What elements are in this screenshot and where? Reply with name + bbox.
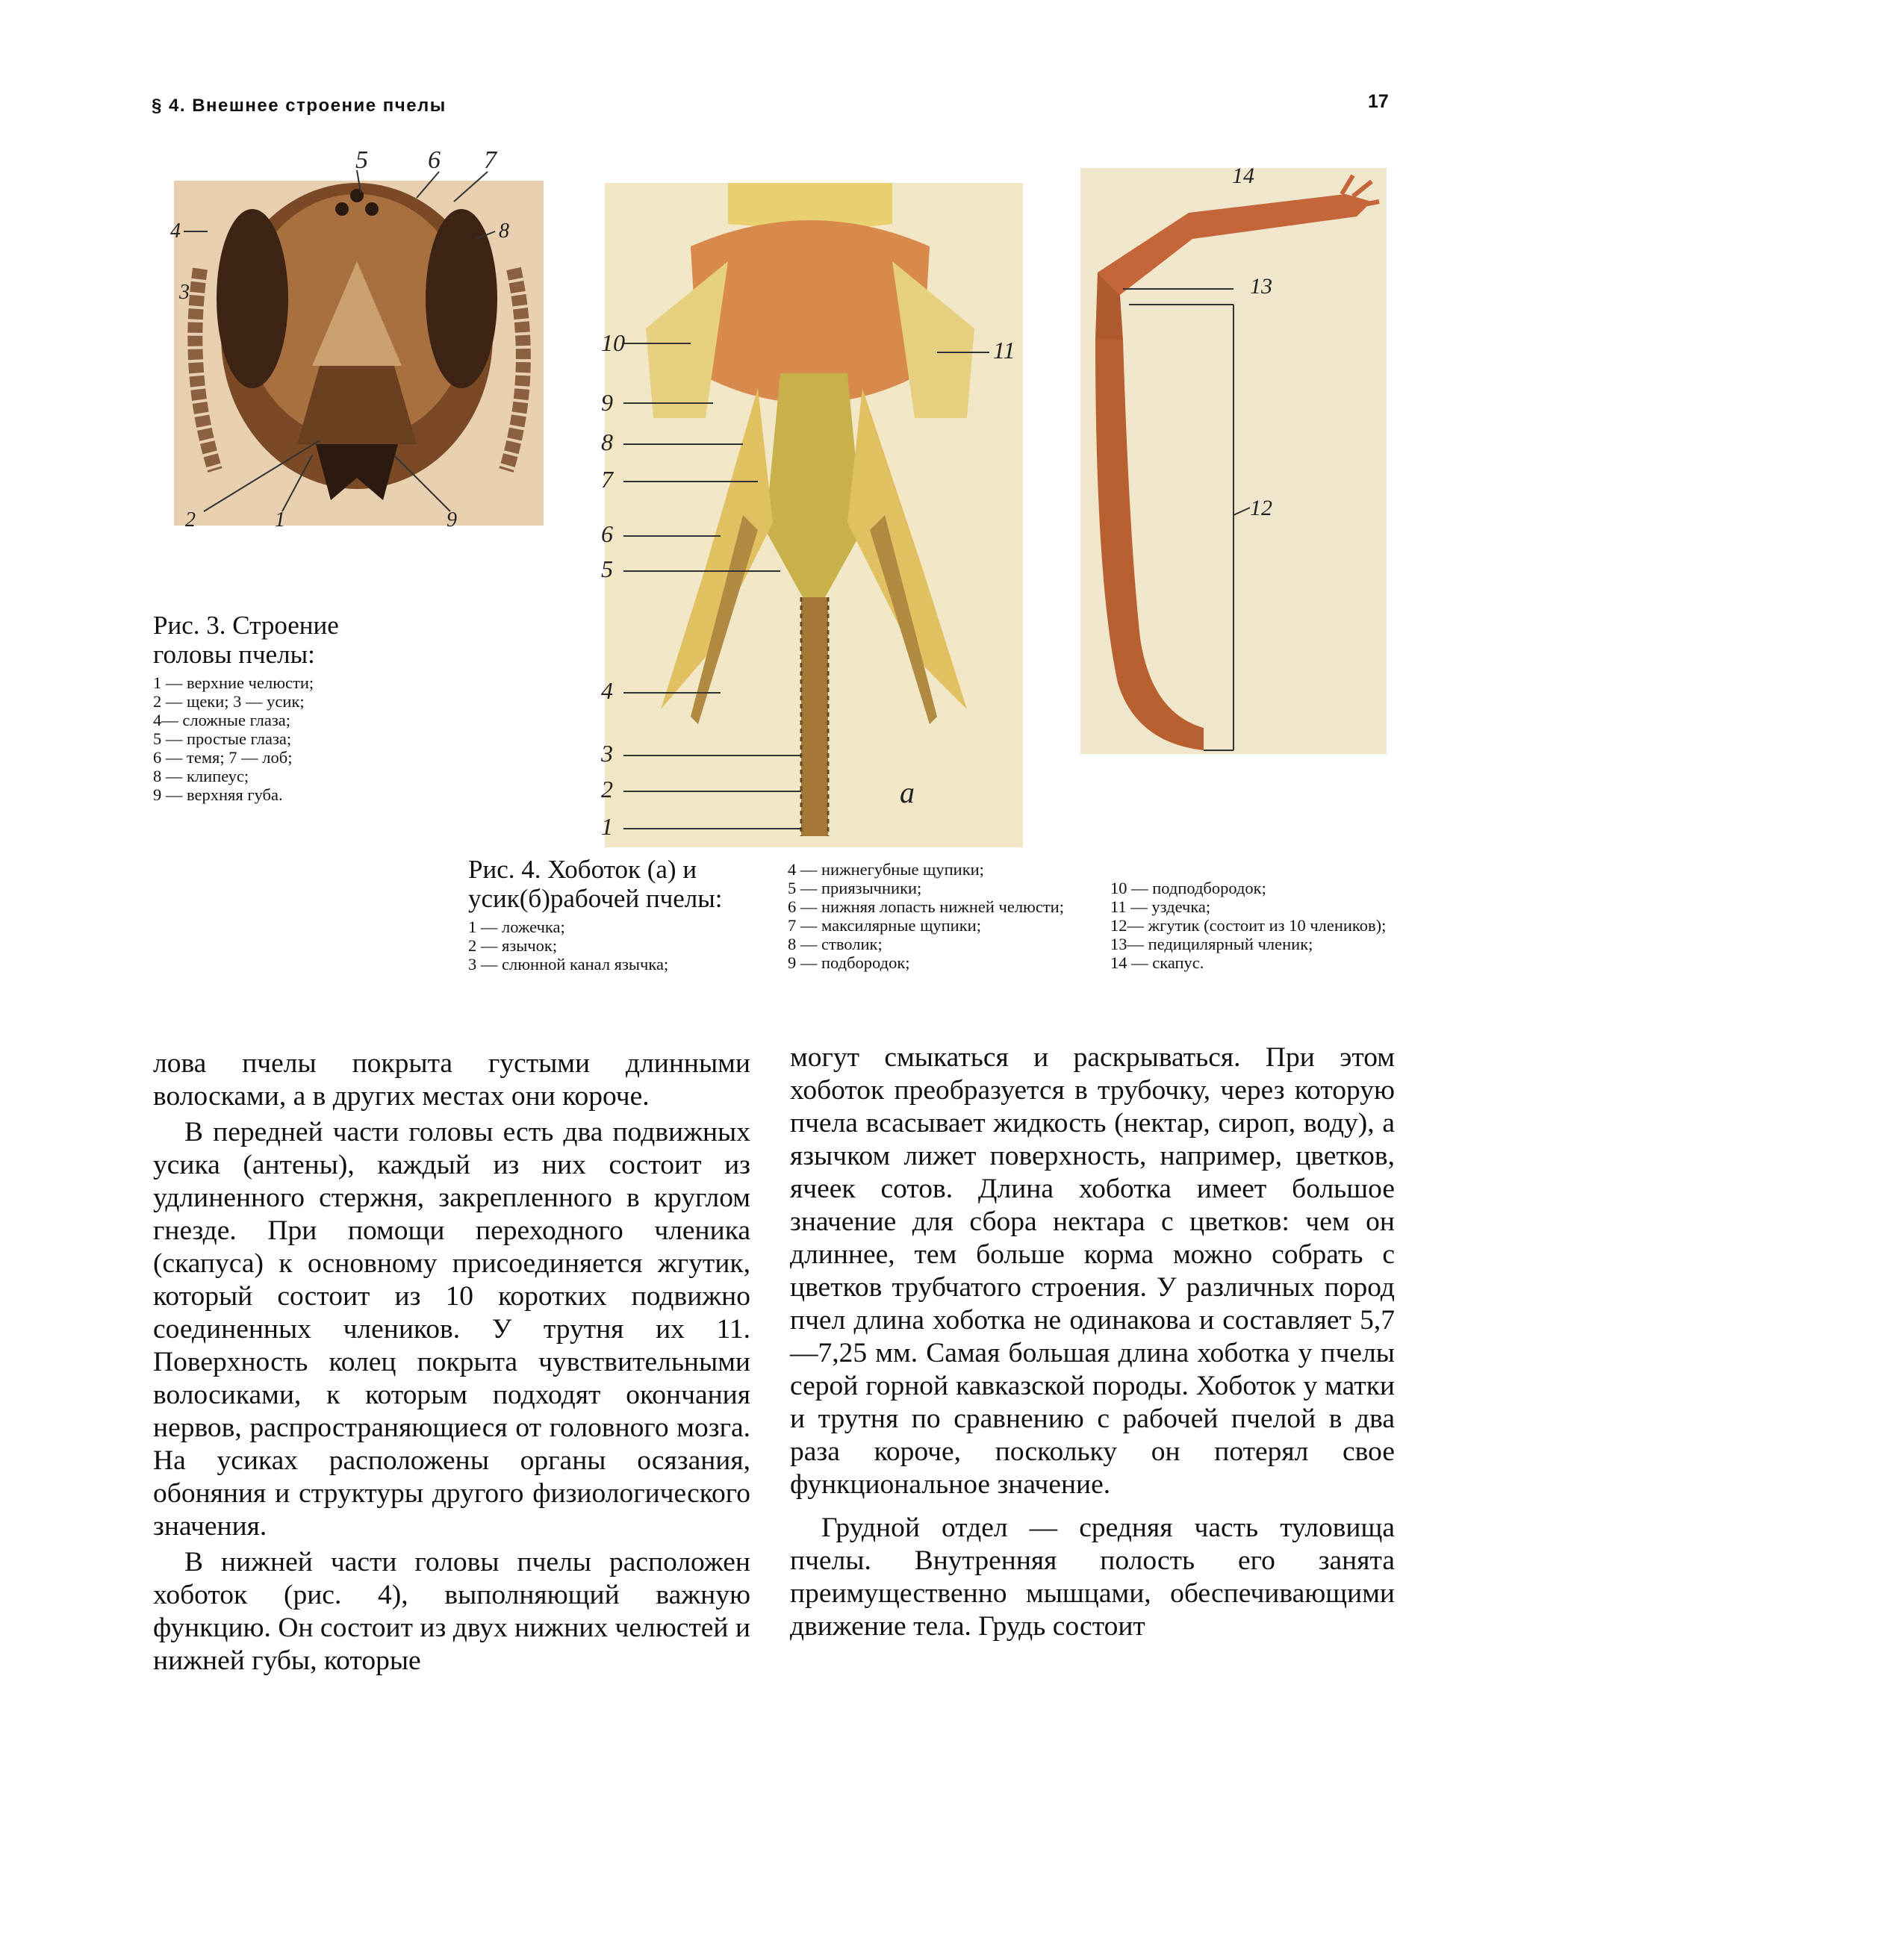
legend-item: 4— сложные глаза; xyxy=(153,711,291,729)
body-paragraph: лова пчелы покрыта густыми длинными волосками, а в других местах они короче. xyxy=(153,1048,750,1112)
body-left-column xyxy=(153,1047,750,1677)
fig4a-label-2: 2 xyxy=(601,776,613,803)
fig3-label-1: 1 xyxy=(275,508,285,530)
fig4a-label-4: 4 xyxy=(601,677,613,704)
fig3-label-8: 8 xyxy=(499,219,509,243)
figure-4a-proboscis xyxy=(601,179,1027,851)
legend-item: 1 — ложечка; xyxy=(468,918,565,936)
legend-item: 7 — максилярные щупики; xyxy=(788,916,981,935)
body-paragraph: могут смыкаться и раскрываться. При этом хоботок преобразуется в трубочку, через которую пчела всасывает жидкость (нектар, сироп, воду), а язычком лижет поверхность, например, цветков, ячеек сотов. Длина хоботка имеет большое значение для сбора нектара с цветков: чем он длиннее, тем больше корма можно собрать с цветков трубчатого строения. У различных пород пчел длина хоботка не одинакова и составляет 5,7—7,25 мм. Самая большая длина хоботка у пчелы серой горной кавказской породы. Хоботок у матки и трутня по сравнению с рабочей пчелой в два раза короче, поскольку он потерял свое функциональное значение. xyxy=(790,1042,1395,1500)
legend-item: 11 — уздечка; xyxy=(1110,897,1211,916)
figure-4-caption xyxy=(468,855,752,974)
fig4b-label-13: 13 xyxy=(1250,274,1272,299)
fig4a-label-11: 11 xyxy=(993,337,1015,364)
legend-item: 10 — подподбородок; xyxy=(1110,879,1266,897)
legend-item: 1 — верхние челюсти; xyxy=(153,673,314,692)
legend-item: 2 — язычок; xyxy=(468,936,558,955)
body-right-column xyxy=(790,1041,1395,1643)
fig3-label-2: 2 xyxy=(185,508,196,530)
fig4b-label-14: 14 xyxy=(1232,163,1254,188)
bee-head-illustration xyxy=(170,149,551,530)
antenna-illustration xyxy=(1077,161,1390,758)
legend-item: 5 — приязычники; xyxy=(788,879,922,897)
figure-3-caption xyxy=(153,611,399,804)
legend-item: 12— жгутик (состоит из 10 члеников); xyxy=(1110,916,1387,935)
legend-item: 4 — нижнегубные щупики; xyxy=(788,860,984,879)
legend-item: 2 — щеки; 3 — усик; xyxy=(153,692,305,711)
legend-item: 14 — скапус. xyxy=(1110,953,1204,972)
fig3-label-3: 3 xyxy=(179,281,190,304)
figure-4b-antenna xyxy=(1077,161,1390,758)
legend-item: 6 — нижняя лопасть нижней челюсти; xyxy=(788,897,1064,916)
fig3-label-6: 6 xyxy=(428,149,441,174)
fig4a-label-1: 1 xyxy=(601,813,613,840)
fig3-label-4: 4 xyxy=(170,219,181,243)
fig3-label-7: 7 xyxy=(484,149,497,174)
fig4a-label-9: 9 xyxy=(601,389,613,416)
legend-item: 9 — верхняя губа. xyxy=(153,785,283,804)
legend-item: 8 — стволик; xyxy=(788,935,883,953)
fig3-label-5: 5 xyxy=(355,149,368,174)
running-title: § 4. Внешнее строение пчелы xyxy=(152,96,447,116)
body-paragraph: В передней части головы есть два подвижных усика (антены), каждый из них состоит из удлиненного стержня, закрепленного в круглом гнезде. При помощи переходного членика (скапуса) к основному присоединяется жгутик, который состоит из 10 коротких подвижно соединенных члеников. У трутня их 11. Поверхность колец покрыта чувствительными волосиками, к которым подходят окончания нервов, распространяющиеся от головного мозга. На усиках расположены органы осязания, обоняния и структуры другого физиологического значения. xyxy=(153,1117,750,1542)
legend-item: 9 — подбородок; xyxy=(788,953,910,972)
legend-item: 3 — слюнной канал язычка; xyxy=(468,955,669,974)
figure-3-caption-title: Рис. 3. Строение головы пчелы: xyxy=(153,611,339,669)
figure-4-legend-col3 xyxy=(1110,879,1394,972)
figure-4-legend-col2 xyxy=(788,860,1064,972)
fig4a-label-5: 5 xyxy=(601,555,613,582)
fig4a-panel-letter: а xyxy=(900,776,915,809)
fig3-label-9: 9 xyxy=(447,508,457,530)
figure-4-legend-col1 xyxy=(468,918,752,974)
figure-3-legend xyxy=(153,673,399,804)
page-number: 17 xyxy=(1368,91,1389,112)
fig4b-label-12: 12 xyxy=(1250,496,1272,520)
body-paragraph: В нижней части головы пчелы расположен хоботок (рис. 4), выполняющий важную функцию. Он состоит из двух нижних челюстей и нижней губы, которые xyxy=(153,1547,750,1676)
proboscis-illustration xyxy=(601,179,1027,851)
fig4a-label-10: 10 xyxy=(601,329,625,356)
fig4a-label-8: 8 xyxy=(601,429,613,455)
body-paragraph: Грудной отдел — средняя часть туловища пчелы. Внутренняя полость его занята преимущественно мышцами, обеспечивающими движение тела. Грудь состоит xyxy=(790,1513,1395,1642)
fig4a-label-7: 7 xyxy=(601,466,613,493)
figure-3-bee-head xyxy=(170,149,551,530)
legend-item: 6 — темя; 7 — лоб; xyxy=(153,748,293,767)
fig4a-label-3: 3 xyxy=(601,740,613,767)
fig4a-label-6: 6 xyxy=(601,520,613,547)
legend-item: 8 — клипеус; xyxy=(153,767,249,785)
legend-item: 13— педицилярный членик; xyxy=(1110,935,1313,953)
legend-item: 5 — простые глаза; xyxy=(153,729,292,748)
figure-4-caption-title: Рис. 4. Хоботок (а) и усик(б)рабочей пчелы: xyxy=(468,855,723,913)
